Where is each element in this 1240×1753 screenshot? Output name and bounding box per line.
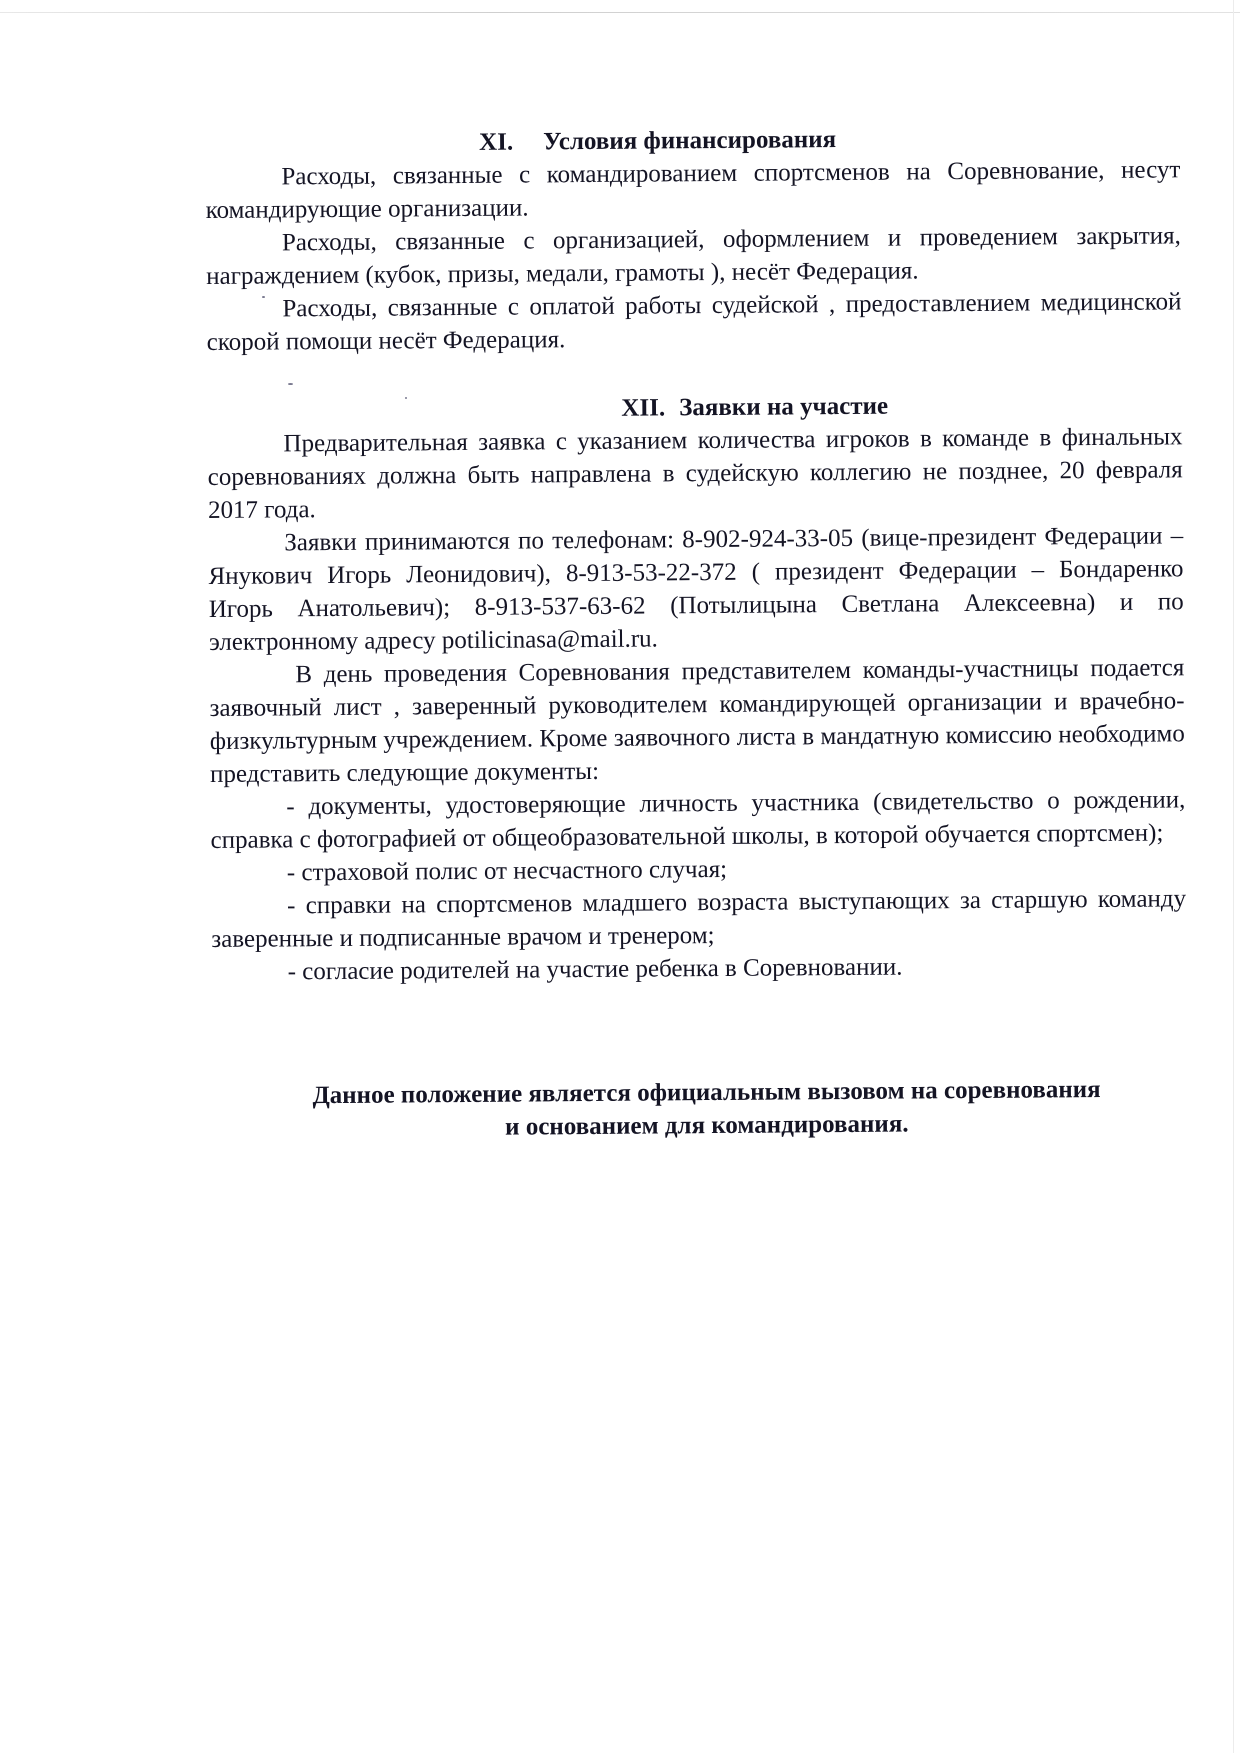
closing-statement: [246, 1072, 1166, 1145]
section-11-paragraph: Расходы, связанные с организацией, оформлением и проведением закрытия, награждением (кубок, призы, медали, грамоты ), несёт Федерация.: [206, 222, 1181, 290]
section-12-paragraph: Заявки принимаются по телефонам: 8-902-924-33-05 (вице-президент Федерации – Янукович Игорь Леонидович), 8-913-53-22-372 ( президент Федерации – Бондаренко Игорь Анатольевич); 8-913-537-63-62 (Потылицына Светлана Алексеевна) и по электронному адресу potilicinasa@mail.ru.: [208, 522, 1184, 656]
scan-speck: [405, 397, 407, 399]
document-list-item: - документы, удостоверяющие личность участника (свидетельство о рождении, справка с фотографией от общеобразовательной школы, в которой обучается спортсмен);: [210, 786, 1186, 854]
scan-speck: [288, 383, 293, 385]
scan-edge-right: [1233, 0, 1234, 1753]
document-list-item: - справки на спортсменов младшего возраста выступающих за старшую команду заверенные и подписанные врачом и тренером;: [211, 885, 1187, 953]
section-12-paragraph: В день проведения Соревнования представителем команды-участницы подается заявочный лист , заверенный руководителем командирующей организации и врачебно-физкультурным учреждением. Кроме заявочного листа в мандатную комиссию необходимо представить следующие документы:: [209, 654, 1185, 788]
section-11-paragraph: Расходы, связанные с оплатой работы судейской , предоставлением медицинской скорой помощи несёт Федерация.: [206, 288, 1182, 356]
section-11-number: XI.: [478, 128, 514, 156]
document-list-item: - страховой полис от несчастного случая;: [286, 855, 728, 887]
section-12-number: XII.: [621, 394, 666, 422]
document-list-item: - согласие родителей на участие ребенка в Соревновании.: [287, 953, 903, 986]
scan-speck: [262, 296, 265, 298]
document-page: [205, 120, 1188, 1146]
section-11-title: Условия финансирования: [543, 126, 837, 156]
section-12-title: Заявки на участие: [679, 392, 889, 422]
closing-line-2: и основанием для командирования.: [505, 1110, 909, 1141]
closing-line-1: Данное положение является официальным вызовом на соревнования: [312, 1075, 1101, 1110]
scan-edge-top: [0, 12, 1240, 13]
section-12-paragraph: Предварительная заявка с указанием количества игроков в команде в финальных соревнованиях должна быть направлена в судейскую коллегию не позднее, 20 февраля 2017 года.: [207, 423, 1183, 524]
section-11-paragraph: Расходы, связанные с командированием спортсменов на Соревнование, несут командирующие организации.: [205, 156, 1181, 224]
